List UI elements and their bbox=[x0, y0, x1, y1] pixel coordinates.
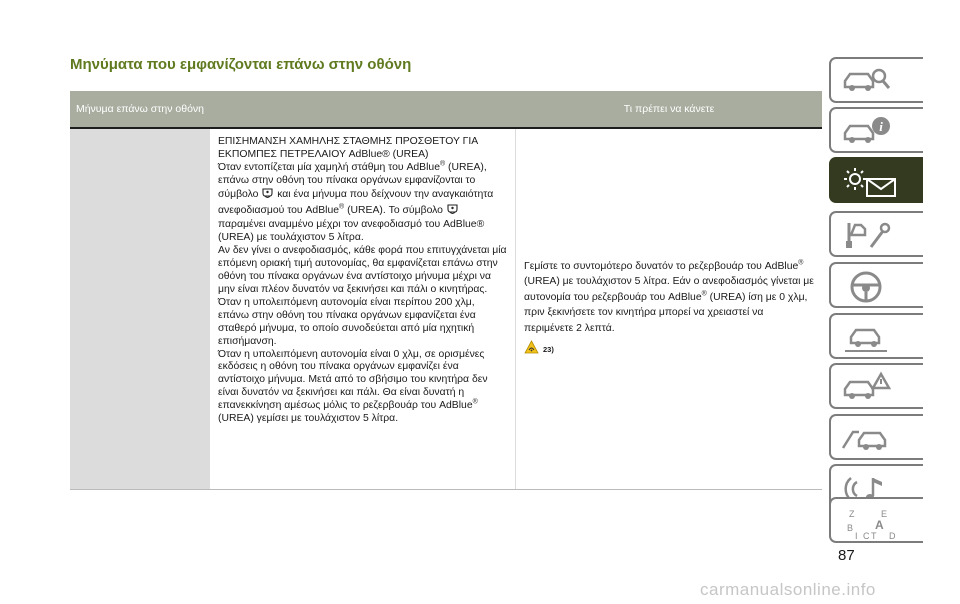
warning-triangle-icon bbox=[524, 340, 539, 360]
description-cell bbox=[210, 129, 516, 489]
adblue-warning-icon bbox=[446, 204, 459, 220]
car-tow-icon bbox=[841, 422, 891, 454]
tab-car-road[interactable] bbox=[829, 313, 923, 359]
adblue-warning-icon bbox=[261, 188, 274, 204]
watermark: carmanualsonline.info bbox=[700, 580, 876, 599]
table-header bbox=[70, 91, 822, 127]
steering-wheel-icon bbox=[841, 270, 891, 304]
description-paragraph-3: Όταν η υπολειπόμενη αυτονομία είναι περίπου 200 χλμ, επάνω στην οθόνη του πίνακα οργάνων εμφανίζεται ένα σταθερό μήνυμα, το οποίο συνοδεύεται από μία ηχητική επισήμανση. bbox=[218, 296, 476, 347]
description-paragraph-1: Όταν εντοπίζεται μία χαμηλή στάθμη του AdBlue® (UREA), επάνω στην οθόνη του πίνακα οργάνων εμφανίζονται το σύμβολο και ένα μήνυμα που δείχνουν την αναγκαιότητα ανεφοδιασμού του AdBlue® (UREA). Το σύμβολο παραμένει αναμμένο μέχρι τον ανεφοδιασμό του AdBlue® (UREA) με τουλάχιστον 5 λίτρα. bbox=[218, 160, 494, 244]
svg-text:I: I bbox=[855, 531, 858, 541]
tools-wrench-icon bbox=[841, 219, 891, 251]
tab-steering[interactable] bbox=[829, 262, 923, 308]
warning-reference bbox=[524, 340, 814, 360]
warning-ref-number: 23) bbox=[543, 345, 554, 354]
tab-car-tow[interactable] bbox=[829, 414, 923, 460]
action-cell bbox=[516, 129, 822, 489]
dashboard-lights-message-icon bbox=[841, 165, 901, 199]
svg-text:Z: Z bbox=[849, 509, 855, 519]
tab-car-info[interactable] bbox=[829, 107, 923, 153]
svg-text:E: E bbox=[881, 509, 888, 519]
svg-text:A: A bbox=[875, 518, 884, 532]
header-action: Τι πρέπει να κάνετε bbox=[623, 102, 715, 115]
header-description bbox=[210, 91, 516, 127]
svg-text:B: B bbox=[847, 523, 854, 533]
row-heading: ΕΠΙΣΗΜΑΝΣΗ ΧΑΜΗΛΗΣ ΣΤΑΘΜΗΣ ΠΡΟΣΘΕΤΟΥ ΓΙΑ ΕΚΠΟΜΠΕΣ ΠΕΤΡΕΛΑΙΟΥ AdBlue® (UREA) bbox=[218, 136, 478, 160]
description-paragraph-4: Όταν η υπολειπόμενη αυτονομία είναι 0 χλμ, σε ορισμένες εκδόσεις η οθόνη του πίνακα οργάνων εμφανίζει ένα αντίστοιχο μήνυμα. Μετά από το σβήσιμο του κινητήρα δεν είναι δυνατόν να ξεκινήσει και πάλι. Θα είναι δυνατή η επανεκκίνηση αμέσως μόλις το ρεζερβουάρ του AdBlue® (UREA) γεμίσει με τουλάχιστον 5 λίτρα. bbox=[218, 348, 488, 425]
table-bottom-border bbox=[70, 489, 822, 490]
messages-table bbox=[70, 91, 822, 489]
header-message: Μήνυμα επάνω στην οθόνη bbox=[75, 102, 205, 115]
svg-text:T: T bbox=[871, 531, 877, 541]
svg-text:i: i bbox=[879, 119, 883, 134]
description-paragraph-2: Αν δεν γίνει ο ανεφοδιασμός, κάθε φορά που επιτυγχάνεται μία επόμενη οριακή τιμή αυτονομίας, θα εμφανίζεται επάνω στην οθόνη του πίνακα οργάνων ένα αντίστοιχο μήνυμα μέχρι να μην είναι πλέον δυνατόν να ξεκινήσει και πάλι ο κινητήρας. bbox=[218, 245, 507, 295]
tab-dashboard-lights[interactable] bbox=[829, 157, 923, 203]
page-title: Μηνύματα που εμφανίζονται επάνω στην οθόνη bbox=[70, 56, 412, 73]
alphabet-index-icon bbox=[841, 505, 901, 541]
page-number: 87 bbox=[838, 547, 855, 564]
message-cell bbox=[70, 129, 210, 489]
tab-car-search[interactable] bbox=[829, 57, 923, 103]
car-info-icon bbox=[841, 115, 891, 147]
tab-tools[interactable] bbox=[829, 211, 923, 257]
car-search-icon bbox=[841, 65, 891, 97]
action-text: Γεμίστε το συντομότερο δυνατόν το ρεζερβουάρ του AdBlue® (UREA) με τουλάχιστον 5 λίτρα. Εάν ο ανεφοδιασμός γίνεται με αυτονομία του ρεζερβουάρ του AdBlue® (UREA) ίση με 0 χλμ, πριν ξεκινήσετε τον κινητήρα μπορεί να χρειαστεί να περιμένετε 2 λεπτά. bbox=[524, 259, 814, 334]
car-warning-icon bbox=[841, 371, 891, 403]
car-road-icon bbox=[841, 321, 891, 353]
svg-text:C: C bbox=[863, 531, 870, 541]
tab-alphabetical-index[interactable] bbox=[829, 497, 923, 543]
svg-text:D: D bbox=[889, 531, 896, 541]
tab-car-warning[interactable] bbox=[829, 363, 923, 409]
